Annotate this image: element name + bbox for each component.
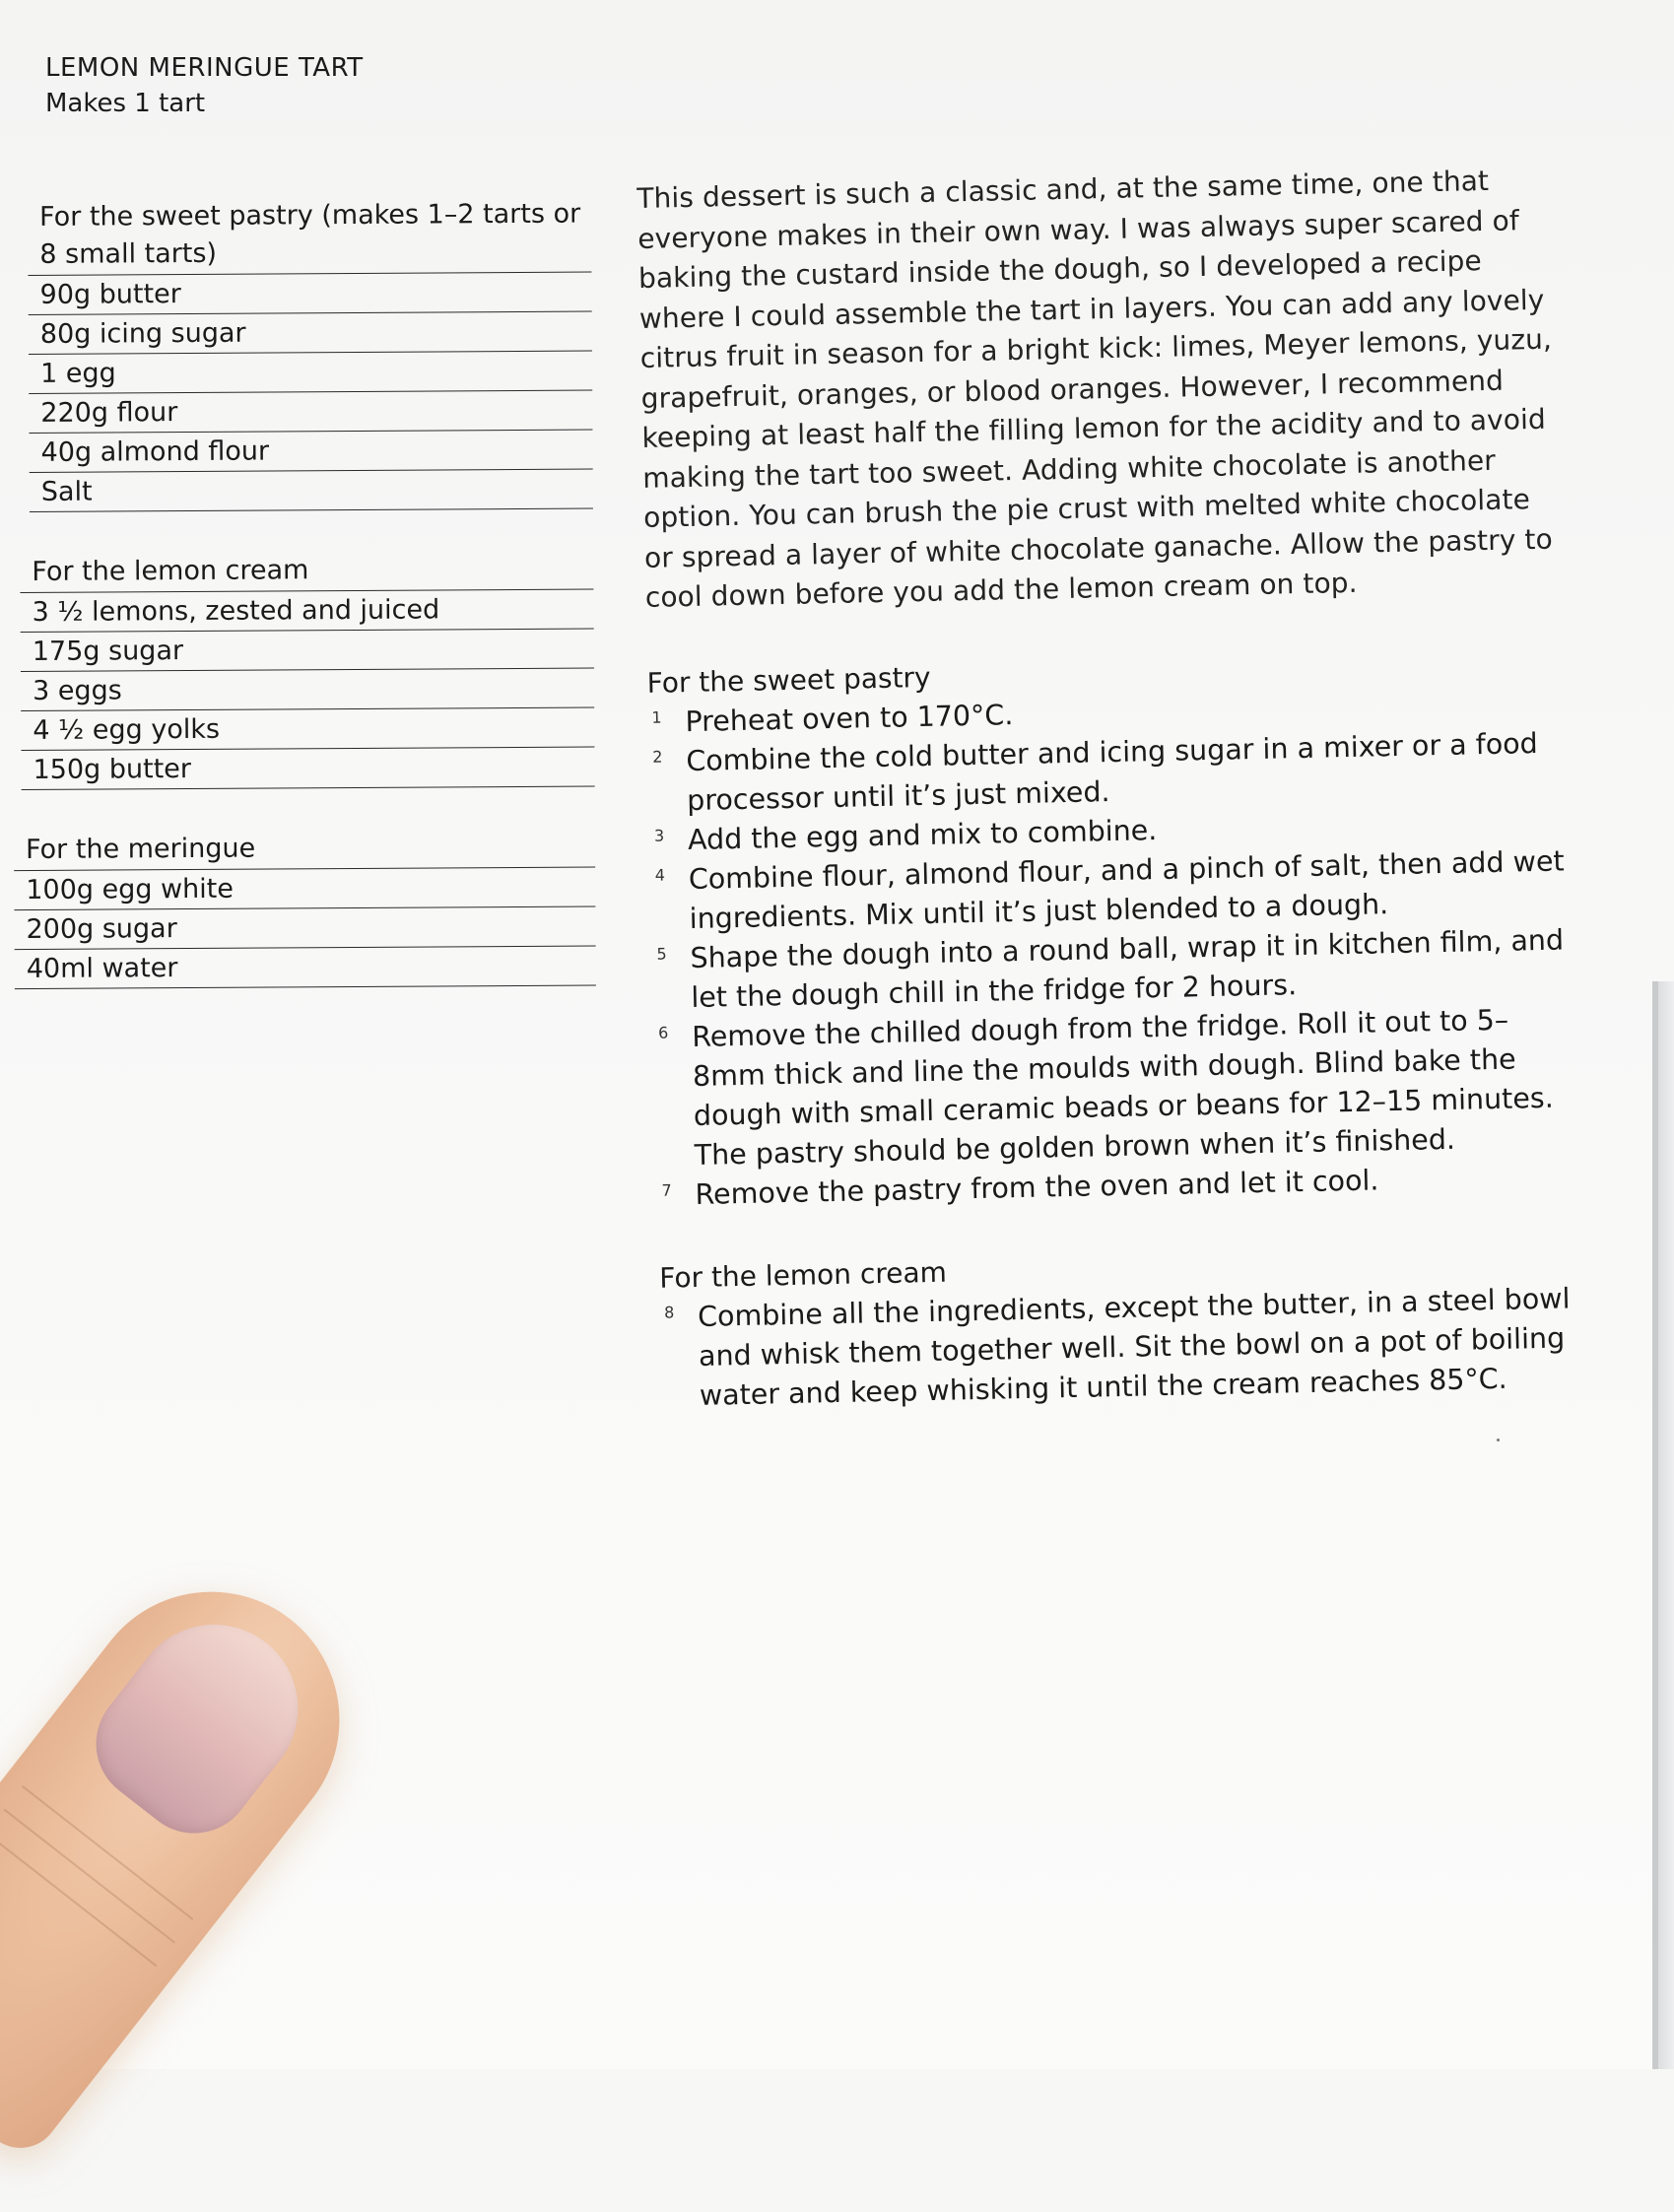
step-text: Combine the cold butter and icing sugar in a mixer or a food processor until it’s just mixed. — [686, 726, 1539, 817]
step-number: 4 — [654, 865, 666, 885]
method-step — [654, 999, 1574, 1175]
next-page-edge — [1652, 981, 1674, 2069]
step-number: 5 — [656, 944, 667, 964]
ingredient-item: Salt — [30, 472, 593, 512]
recipe-yield: Makes 1 tart — [45, 89, 206, 118]
ingredient-item: 3 eggs — [21, 670, 594, 711]
method-step — [660, 1279, 1578, 1416]
paper-speck — [1497, 1439, 1500, 1441]
step-number: 6 — [657, 1023, 669, 1042]
step-text: Shape the dough into a round ball, wrap it in kitchen film, and let the dough chill in the fridge for 2 hours. — [690, 922, 1565, 1014]
ingredient-item: 40ml water — [15, 948, 596, 989]
step-number: 7 — [661, 1179, 672, 1200]
ingredients-column — [25, 194, 596, 1031]
ingredient-item: 80g icing sugar — [29, 314, 592, 355]
step-number: 2 — [652, 747, 663, 767]
ingredients-sweet-pastry — [28, 196, 593, 512]
recipe-header — [45, 51, 364, 122]
recipe-title: LEMON MERINGUE TART — [45, 53, 364, 83]
step-text: Remove the pastry from the oven and let it cool. — [695, 1163, 1379, 1211]
ingredient-item: 100g egg white — [14, 869, 595, 910]
step-text: Combine flour, almond flour, and a pinch of salt, then add wet ingredients. Mix until it’s just blended to a dough. — [688, 843, 1565, 935]
ingredients-heading: For the lemon cream — [20, 550, 593, 593]
method-steps-lemon-cream — [660, 1279, 1578, 1416]
step-text: Remove the chilled dough from the fridge. Roll it out to 5–8mm thick and line the moulds with dough. Blind bake the dough with small ceramic beads or beans for 12–15 minutes. The pastry should be golden brown when it’s finished. — [691, 1003, 1555, 1172]
recipe-intro: This dessert is such a classic and, at the same time, one that everyone makes in their own way. I was always super scared of baking the custard inside the dough, so I developed a recipe where I could assemble the tart in layers. You can add any lovely citrus fruit in season for a bright kick: limes, Meyer lemons, yuzu, grapefruit, oranges, or blood oranges. However, I recommend keeping at least half the filling lemon for the acidity and to avoid making the tart too sweet. Adding white chocolate is another option. You can brush the pie crust with melted white chocolate or spread a layer of white chocolate ganache. Allow the pastry to cool down before you add the lemon cream on top. — [636, 164, 1554, 614]
method-heading-lemon-cream: For the lemon cream — [659, 1255, 948, 1295]
step-text: Add the egg and mix to combine. — [687, 813, 1158, 856]
ingredient-item: 200g sugar — [14, 908, 595, 950]
ingredient-item: 4 ½ egg yolks — [21, 709, 594, 751]
ingredient-item: 1 egg — [29, 354, 592, 394]
ingredient-item: 220g flour — [29, 393, 592, 434]
step-text: Combine all the ingredients, except the butter, in a steel bowl and whisk them together well. Sit the bowl on a pot of boiling water and keep whisking it until the cream reaches 85°C. — [697, 1281, 1571, 1412]
ingredients-heading: For the sweet pastry (makes 1–2 tarts or 8 small tarts) — [28, 196, 591, 276]
ingredient-item: 90g butter — [29, 275, 592, 315]
ingredient-item: 40g almond flour — [29, 433, 592, 473]
step-number: 3 — [653, 826, 665, 845]
method-column — [636, 161, 1579, 1460]
ingredient-item: 3 ½ lemons, zested and juiced — [20, 591, 593, 633]
ingredients-heading: For the meringue — [14, 828, 595, 871]
step-text: Preheat oven to 170°C. — [685, 698, 1014, 738]
ingredient-item: 175g sugar — [21, 631, 594, 672]
ingredient-item: 150g butter — [21, 749, 594, 790]
method-heading-sweet-pastry: For the sweet pastry — [646, 660, 931, 700]
ingredients-meringue — [14, 828, 596, 989]
step-number: 8 — [663, 1302, 675, 1322]
ingredients-lemon-cream — [20, 550, 594, 790]
method-steps-sweet-pastry — [647, 684, 1574, 1215]
step-number: 1 — [651, 707, 662, 727]
